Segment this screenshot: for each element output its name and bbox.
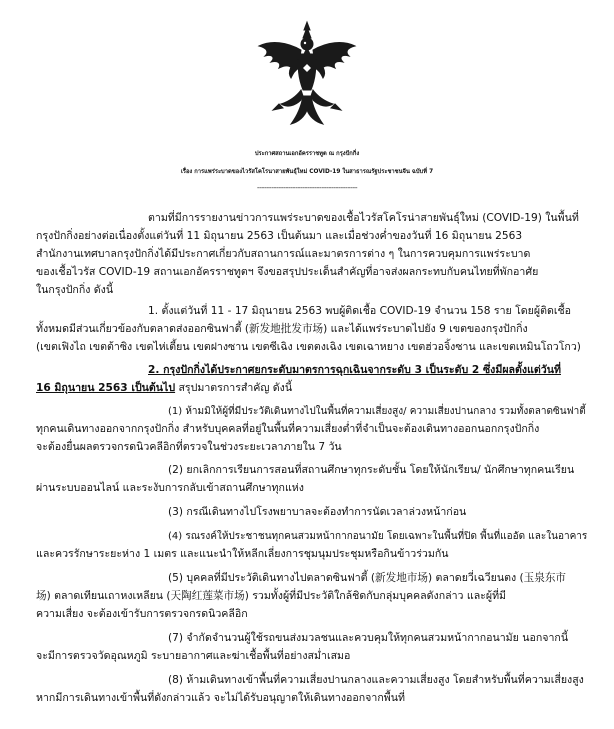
measure-1-line-2: ทุกคนเดินทางออกจากกรุงปักกิ่ง สำหรับบุคคลที่อยู่ในพื้นที่ความเสี่ยงต่ำที่จำเป็นจะต้องเดินทางออกนอกกรุงปักกิ่ง xyxy=(36,423,540,435)
garuda-emblem-icon xyxy=(257,20,357,130)
measure-1-line-3: จะต้องยื่นผลตรวจกรดนิวคลีอิกที่ตรวจในช่วงระยะเวลาภายใน 7 วัน xyxy=(36,441,342,453)
measure-7-line-2: จะมีการตรวจวัดอุณหภูมิ ระบายอากาศและฆ่าเชื้อพื้นที่อย่างสม่ำเสมอ xyxy=(36,650,351,662)
item2-line-1: 2. กรุงปักกิ่งได้ประกาศยกระดับมาตรการฉุกเฉินจากระดับ 3 เป็นระดับ 2 ซึ่งมีผลตั้งแต่วันที่ xyxy=(148,364,561,376)
item2-line-2 xyxy=(36,382,292,395)
intro-line-4: ของเชื้อไวรัส COVID-19 สถานเอกอัครราชทูตฯ จึงขอสรุปประเด็นสำคัญที่อาจส่งผลกระทบกับคนไทยที่พักอาศัย xyxy=(36,266,539,278)
item1-line-1: 1. ตั้งแต่วันที่ 11 - 17 มิถุนายน 2563 พบผู้ติดเชื้อ COVID-19 จำนวน 158 ราย โดยผู้ติดเชื้อ xyxy=(148,305,572,317)
measure-3-line-1: (3) กรณีเดินทางไปโรงพยาบาลจะต้องทำการนัดเวลาล่วงหน้าก่อน xyxy=(168,506,467,518)
measure-4-line-2: และควรรักษาระยะห่าง 1 เมตร และแนะนำให้หลีกเลี่ยงการชุมนุมประชุมหรือกินข้าวร่วมกัน xyxy=(36,548,449,560)
measure-2-line-1: (2) ยกเลิกการเรียนการสอนที่สถานศึกษาทุกระดับชั้น โดยให้นักเรียน/ นักศึกษาทุกคนเรียน xyxy=(168,464,575,476)
divider-line: ------------------------------------------ xyxy=(256,183,358,192)
intro-line-2: กรุงปักกิ่งอย่างต่อเนื่องตั้งแต่วันที่ 11 มิถุนายน 2563 เป็นต้นมา และเมื่อช่วงค่ำของวันที่ 16 มิถุนายน 2563 xyxy=(36,230,523,242)
measure-1-line-1: (1) ห้ามมิให้ผู้ที่มีประวัติเดินทางไปในพื้นที่ความเสี่ยงสูง/ ความเสี่ยงปานกลาง รวมทั้งตลาดซินฟาตี้ xyxy=(168,406,586,417)
measure-4-line-1: (4) รณรงค์ให้ประชาชนทุกคนสวมหน้ากากอนามัย โดยเฉพาะในพื้นที่ปิด พื้นที่แออัด และในอาคาร xyxy=(168,531,588,542)
intro-line-5: ในกรุงปักกิ่ง ดังนี้ xyxy=(36,284,114,296)
announcement-title: ประกาศสถานเอกอัครราชทูต ณ กรุงปักกิ่ง xyxy=(254,151,360,157)
measure-8-line-1: (8) ห้ามเดินทางเข้าพื้นที่ความเสี่ยงปานกลางและความเสี่ยงสูง โดยสำหรับพื้นที่ความเสี่ยงสูง xyxy=(168,674,584,686)
measure-7-line-1: (7) จำกัดจำนวนผู้ใช้รถขนส่งมวลชนและควบคุมให้ทุกคนสวมหน้ากากอนามัย นอกจากนี้ xyxy=(168,632,569,644)
measure-8-line-2: หากมีการเดินทางเข้าพื้นที่ดังกล่าวแล้ว จะไม่ได้รับอนุญาตให้เดินทางออกจากพื้นที่ xyxy=(36,692,405,704)
intro-line-1: ตามที่มีการรายงานข่าวการแพร่ระบาดของเชื้อไวรัสโคโรน่าสายพันธุ์ใหม่ (COVID-19) ในพื้นที่ xyxy=(148,212,579,224)
item2-effective-date: 16 มิถุนายน 2563 เป็นต้นไป xyxy=(36,382,176,394)
measure-5-line-1: (5) บุคคลที่มีประวัติเดินทางไปตลาดซินฟาตี้ (新发地市场) ตลาดยวี่เฉวียนตง (玉泉东市 xyxy=(168,572,567,584)
measure-2-line-2: ผ่านระบบออนไลน์ และระงับการกลับเข้าสถานศึกษาทุกแห่ง xyxy=(36,482,304,494)
item1-line-3: (เขตเฟิงไถ เขตต้าซิง เขตไห่เตี้ยน เขตฝางซาน เขตซีเฉิง เขตตงเฉิง เขตเฉาหยาง เขตฮ่วอจิ้งซาน และเขตเหมินโถวโกว) xyxy=(36,341,581,353)
announcement-subject: เรื่อง การแพร่ระบาดของไวรัสโคโรนาสายพันธุ์ใหม่ COVID-19 ในสาธารณรัฐประชาชนจีน ฉบับที่ 7 xyxy=(180,169,434,175)
measure-5-line-2: 场) ตลาดเทียนเถาหงเหลียน (天陶红莲菜市场) รวมทั้งผู้ที่มีประวัติใกล้ชิดกับกลุ่มบุคคลดังกล่าว และผู้ที่มี xyxy=(36,590,507,602)
item1-line-2: ทั้งหมดมีส่วนเกี่ยวข้องกับตลาดส่งออกซินฟาตี้ (新发地批发市场) และได้แพร่ระบาดไปยัง 9 เขตของกรุงปักกิ่ง xyxy=(36,323,528,335)
measure-5-line-3: ความเสี่ยง จะต้องเข้ารับการตรวจกรดนิวคลีอิก xyxy=(36,608,248,620)
item2-summary-intro: สรุปมาตรการสำคัญ ดังนี้ xyxy=(175,382,293,394)
intro-line-3: สำนักงานเทศบาลกรุงปักกิ่งได้มีประกาศเกี่ยวกับสถานการณ์และมาตรการต่าง ๆ ในการควบคุมการแพร่ระบาด xyxy=(36,248,531,260)
